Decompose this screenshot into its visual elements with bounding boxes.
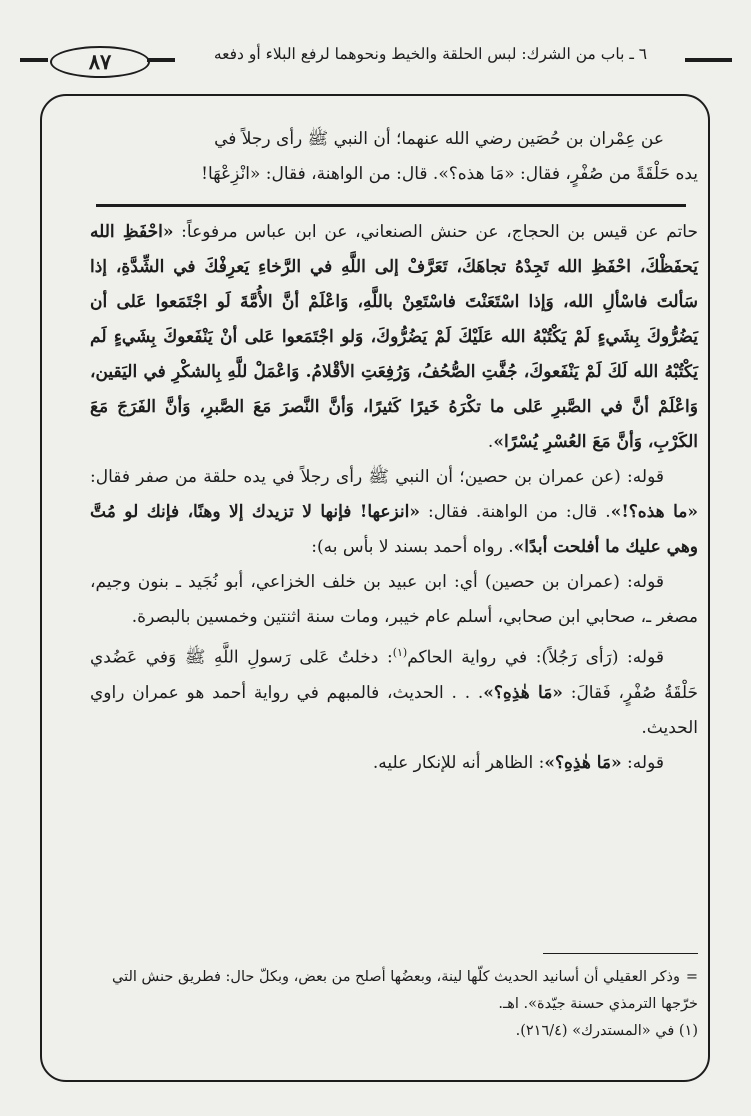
p2-end: . رواه أحمد بسند لا بأس به): — [311, 537, 514, 557]
hadith-line-1: عن عِمْران بن حُصَين رضي الله عنهما؛ أن النبي ﷺ رأى رجلاً في — [214, 129, 664, 149]
header-rule-left — [20, 58, 48, 62]
p5-end: : الظاهر أنه للإنكار عليه. — [372, 752, 545, 773]
continuation-marker: = — [685, 969, 698, 985]
page-content — [90, 122, 698, 781]
footnote-continued-text: وذكر العقيلي أن أسانيد الحديث كلّها لينة، وبعضُها أصلح من بعض، وبكلّ حال: فطريق حنش التي خرّجها الترمذي حسنة جيّدة». اهـ. — [112, 969, 698, 1012]
hadith-line-2: يده حَلْقَةً من صُفْرٍ، فقال: «مَا هذه؟». قال: من الواهنة، فقال: «انْزِعْهَا! — [201, 164, 698, 184]
footnote-ref-1[interactable]: (١) — [392, 646, 408, 659]
p5-start: قوله: — [621, 752, 664, 773]
page-number: ٨٧ — [50, 46, 150, 78]
commentary-paragraph-5 — [90, 746, 698, 781]
page-header — [20, 44, 732, 80]
p2-mid: . قال: من الواهنة. فقال: — [420, 502, 611, 522]
commentary-paragraph-4 — [90, 635, 698, 746]
footnote-1: (١) في «المستدرك» (٢١٦/٤). — [515, 1023, 698, 1039]
p4-end: . . . الحديث، فالمبهم في رواية أحمد هو عمران راوي الحديث. — [90, 682, 698, 738]
p4-start: قوله: (رَأى رَجُلاً): في رواية الحاكم — [407, 647, 664, 668]
p5-quote: «مَا هٰذِهِ؟» — [544, 752, 622, 773]
p1-end: . — [487, 432, 494, 452]
header-rule-middle — [147, 58, 175, 62]
p2-quote-2: «انزعها! فإنها لا تزيدك إلا وهنًا، فإنك لو مُتَّ وهي عليك ما أفلحت أبدًا» — [90, 502, 698, 557]
commentary-paragraph-2 — [90, 460, 698, 565]
section-divider — [96, 204, 686, 207]
chapter-title: ٦ ـ باب من الشرك: لبس الحلقة والخيط ونحوهما لرفع البلاء أو دفعه — [213, 45, 648, 63]
p2-start: قوله: (عن عمران بن حصين؛ أن النبي ﷺ رأى رجلاً في يده حلقة من صفر فقال: — [90, 467, 664, 487]
commentary-paragraph-1 — [90, 215, 698, 460]
p1-hadith-quote: «احْفَظِ الله يَحفَظْكَ، احْفَظِ الله تَجِدْهُ تجاهَكَ، تَعَرَّفْ إلى اللَّهِ في الرَّخاءِ يَعرِفْكَ في الشِّدَّةِ، إذا سَألتَ فاسْألِ الله، وَإذا اسْتَعَنْتَ فاسْتَعِنْ باللَّهِ، وَاعْلَمْ أنَّ الأُمَّةَ لَو اجْتَمَعوا عَلى أن يَضُرُّوكَ بِشَيءٍ لَمْ يَكْتُبْهُ الله عَلَيْكَ لَمْ يَضُرُّوكَ، وَلو اجْتَمَعوا عَلى أنْ يَنْفَعوكَ بِشَيءٍ لَم يَكْتُبْهُ الله لَكَ لَمْ يَنْفَعوكَ، جُفَّتِ الصُّحُفُ، وَرُفِعَتِ الأقْلامُ. وَاعْمَلْ للَّهِ بِالشكْرِ في اليَقين، وَاعْلَمْ أنَّ في الصَّبرِ عَلى ما تكْرَهُ خَيرًا كَثيرًا، وَأنَّ النَّصرَ مَعَ الصَّبرِ، وَأنَّ الفَرَجَ مَعَ الكَرْبِ، وَأنَّ مَعَ العُسْرِ يُسْرًا» — [90, 222, 698, 452]
p4-quote: «مَا هٰذِهِ؟» — [483, 682, 563, 703]
footnote-rule — [543, 953, 698, 954]
commentary-paragraph-3: قوله: (عمران بن حصين) أي: ابن عبيد بن خلف الخزاعي، أبو نُجَيد ـ بنون وجيم، مصغر ـ، صحابي ابن صحابي، أسلم عام خيبر، ومات سنة اثنتين وخمسين بالبصرة. — [90, 572, 698, 627]
footnotes — [90, 953, 698, 1045]
p1-start: حاتم عن قيس بن الحجاج، عن حنش الصنعاني، عن ابن عباس مرفوعاً: — [173, 222, 698, 242]
p4-mid: : دخلتُ عَلى رَسولِ اللَّهِ ﷺ وَفي عَضُدي حَلْقَةُ صُفْرٍ، فَقالَ: — [90, 647, 698, 703]
footnote-continued — [90, 964, 698, 1018]
p2-quote-1: «ما هذه؟!» — [610, 502, 698, 522]
header-rule-right — [685, 58, 732, 62]
